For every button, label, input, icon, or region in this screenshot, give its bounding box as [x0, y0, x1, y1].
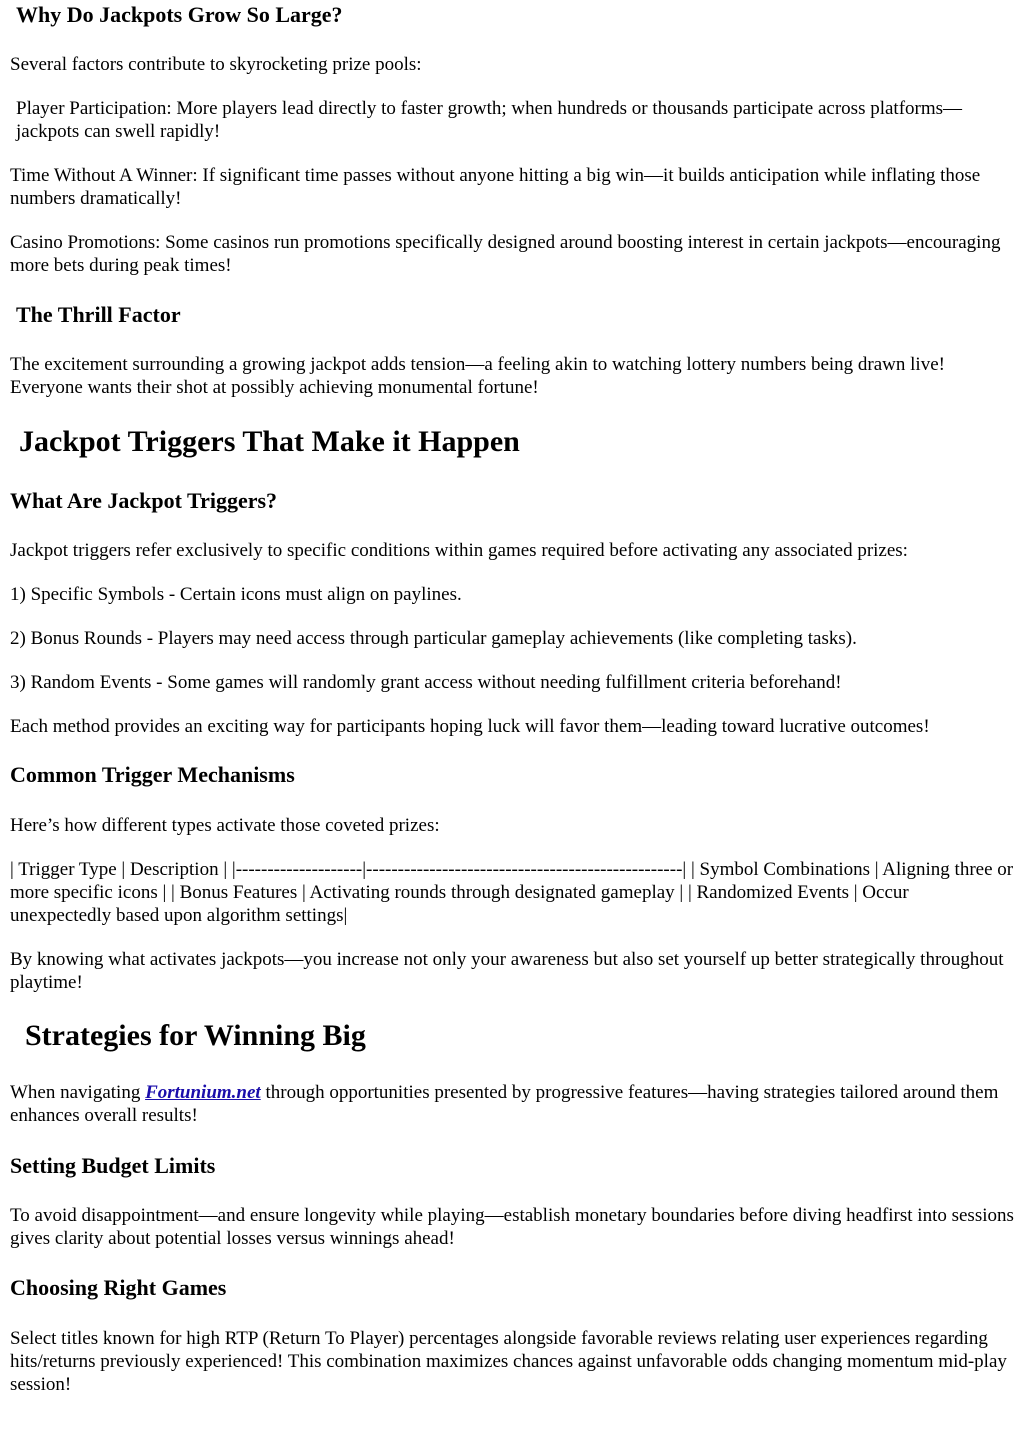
- trigger-list-item: 3) Random Events - Some games will randomly grant access without needing fulfillment criteria beforehand!: [10, 672, 842, 693]
- heading-thrill-factor: The Thrill Factor: [16, 302, 181, 327]
- trigger-list-item: 2) Bonus Rounds - Players may need access through particular gameplay achievements (like completing tasks).: [10, 628, 857, 649]
- time-without-winner-paragraph: Time Without A Winner: If significant time passes without anyone hitting a big win—it builds anticipation while inflating those numbers dramatically!: [10, 165, 981, 209]
- triggers-intro-paragraph: Jackpot triggers refer exclusively to specific conditions within games required before activating any associated prizes:: [10, 540, 908, 561]
- heading-why-jackpots-grow: Why Do Jackpots Grow So Large?: [16, 2, 343, 27]
- thrill-paragraph: The excitement surrounding a growing jackpot adds tension—a feeling akin to watching lottery numbers being drawn live! Everyone wants their shot at possibly achieving monumental fortune!: [10, 354, 945, 398]
- heading-choosing-games: Choosing Right Games: [10, 1275, 227, 1300]
- player-participation-paragraph: Player Participation: More players lead directly to faster growth; when hundreds or thousands participate across platforms—jackpots can swell rapidly!: [16, 98, 963, 142]
- games-paragraph: Select titles known for high RTP (Return To Player) percentages alongside favorable reviews relating user experiences regarding hits/returns previously experienced! This combination maximizes chances against unfavorable odds changing momentum mid-play session!: [10, 1328, 1007, 1395]
- fortunium-link[interactable]: Fortunium.net: [145, 1082, 261, 1103]
- heading-strategies: Strategies for Winning Big: [25, 1019, 366, 1052]
- mechanisms-intro-paragraph: Here’s how different types activate those coveted prizes:: [10, 815, 440, 836]
- heading-common-mechanisms: Common Trigger Mechanisms: [10, 762, 295, 787]
- triggers-outro-paragraph: Each method provides an exciting way for participants hoping luck will favor them—leading toward lucrative outcomes!: [10, 716, 930, 737]
- budget-paragraph: To avoid disappointment—and ensure longevity while playing—establish monetary boundaries before diving headfirst into sessions gives clarity about potential losses versus winnings ahead!: [10, 1205, 1014, 1249]
- trigger-table-raw-text: | Trigger Type | Description | |--------------------|--------------------------------------------------| | Symbol Combinations | Aligning three or more specific icons | | Bonus Features | Activating rounds through designated gameplay | | Randomized Events | Occur unexpectedly based upon algorithm settings|: [10, 859, 1014, 926]
- why-intro-paragraph: Several factors contribute to skyrocketing prize pools:: [10, 54, 422, 75]
- strategies-intro-trail-text: through opportunities presented by progressive features—having strategies tailored around them enhances overall results!: [10, 1082, 999, 1126]
- heading-what-are-triggers: What Are Jackpot Triggers?: [10, 488, 278, 513]
- strategies-intro-lead-text: When navigating: [10, 1082, 146, 1103]
- casino-promotions-paragraph: Casino Promotions: Some casinos run promotions specifically designed around boosting interest in certain jackpots—encouraging more bets during peak times!: [10, 232, 1001, 276]
- strategies-intro-paragraph: [10, 1081, 1014, 1127]
- triggers-closing-paragraph: By knowing what activates jackpots—you increase not only your awareness but also set yourself up better strategically throughout playtime!: [10, 949, 1004, 993]
- heading-jackpot-triggers: Jackpot Triggers That Make it Happen: [19, 425, 520, 458]
- heading-budget-limits: Setting Budget Limits: [10, 1153, 216, 1178]
- trigger-list-item: 1) Specific Symbols - Certain icons must align on paylines.: [10, 584, 462, 605]
